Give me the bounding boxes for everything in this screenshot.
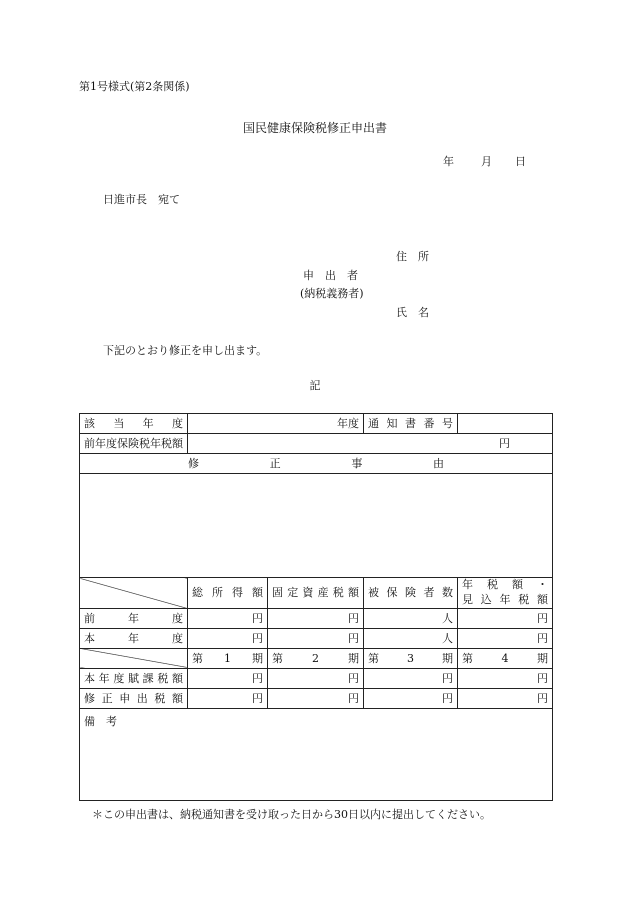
diagonal-header-cell [80,578,188,609]
table-row [80,688,553,708]
date-year-label: 年 [443,155,454,168]
address-label: 住 所 [396,250,429,263]
remarks-label: 備 考 [84,714,117,728]
requested-period-3-cell[interactable]: 円 [364,688,458,708]
assessed-period-2-cell[interactable]: 円 [268,668,364,688]
name-label: 氏 名 [396,306,429,319]
correction-form-table [79,413,553,801]
table-row [80,608,553,628]
form-number: 第1号様式(第2条関係) [79,80,190,93]
table-row [80,628,553,648]
this-income-cell[interactable]: 円 [188,628,268,648]
prev-income-cell[interactable]: 円 [188,608,268,628]
reason-textarea[interactable] [80,474,553,578]
this-insured-cell[interactable]: 人 [364,628,458,648]
prev-tax-label: 前年度保険税年税額 [80,434,188,454]
this-asset-cell[interactable]: 円 [268,628,364,648]
this-year-label: 本年度 [80,628,188,648]
table-row [80,434,553,454]
requested-tax-label: 修正申出税額 [80,688,188,708]
table-row [80,668,553,688]
prev-asset-cell[interactable]: 円 [268,608,364,628]
notice-number-label: 通知書番号 [364,414,458,434]
fiscal-year-cell[interactable]: 年度 [188,414,364,434]
table-row [80,578,553,609]
prev-insured-cell[interactable]: 人 [364,608,458,628]
date-month-label: 月 [481,155,492,168]
assessed-tax-label: 本年度賦課税額 [80,668,188,688]
addressee: 日進市長 宛て [103,193,180,206]
requested-period-4-cell[interactable]: 円 [458,688,553,708]
assessed-period-1-cell[interactable]: 円 [188,668,268,688]
notice-number-cell[interactable] [458,414,553,434]
asset-tax-header: 固定資産税額 [268,578,364,609]
reason-header: 修正事由 [80,454,553,474]
table-row [80,414,553,434]
table-row [80,708,553,800]
period-1-header: 第1期 [188,648,268,668]
period-4-header: 第4期 [458,648,553,668]
applicant-sublabel: (納税義務者) [300,287,364,300]
applicant-label: 申 出 者 [303,269,358,282]
remarks-cell[interactable] [80,708,553,800]
fiscal-year-label: 該当年度 [80,414,188,434]
assessed-period-4-cell[interactable]: 円 [458,668,553,688]
income-header: 総所得額 [188,578,268,609]
this-annual-cell[interactable]: 円 [458,628,553,648]
period-2-header: 第2期 [268,648,364,668]
period-3-header: 第3期 [364,648,458,668]
table-row [80,648,553,668]
page-title: 国民健康保険税修正申出書 [242,121,387,135]
annual-tax-header: 年税額・ 見込年税額 [458,578,553,609]
footnote: ＊この申出書は、納税通知書を受け取った日から30日以内に提出してください。 [92,808,491,821]
diagonal-period-cell [80,648,188,668]
prev-annual-cell[interactable]: 円 [458,608,553,628]
insured-count-header: 被保険者数 [364,578,458,609]
prev-tax-cell[interactable]: 円 [188,434,553,454]
intro-text: 下記のとおり修正を申し出ます。 [103,344,268,357]
requested-period-1-cell[interactable]: 円 [188,688,268,708]
requested-period-2-cell[interactable]: 円 [268,688,364,708]
table-row [80,454,553,474]
assessed-period-3-cell[interactable]: 円 [364,668,458,688]
date-day-label: 日 [515,155,526,168]
table-row [80,474,553,578]
ki-label: 記 [309,379,321,392]
prev-year-label: 前年度 [80,608,188,628]
